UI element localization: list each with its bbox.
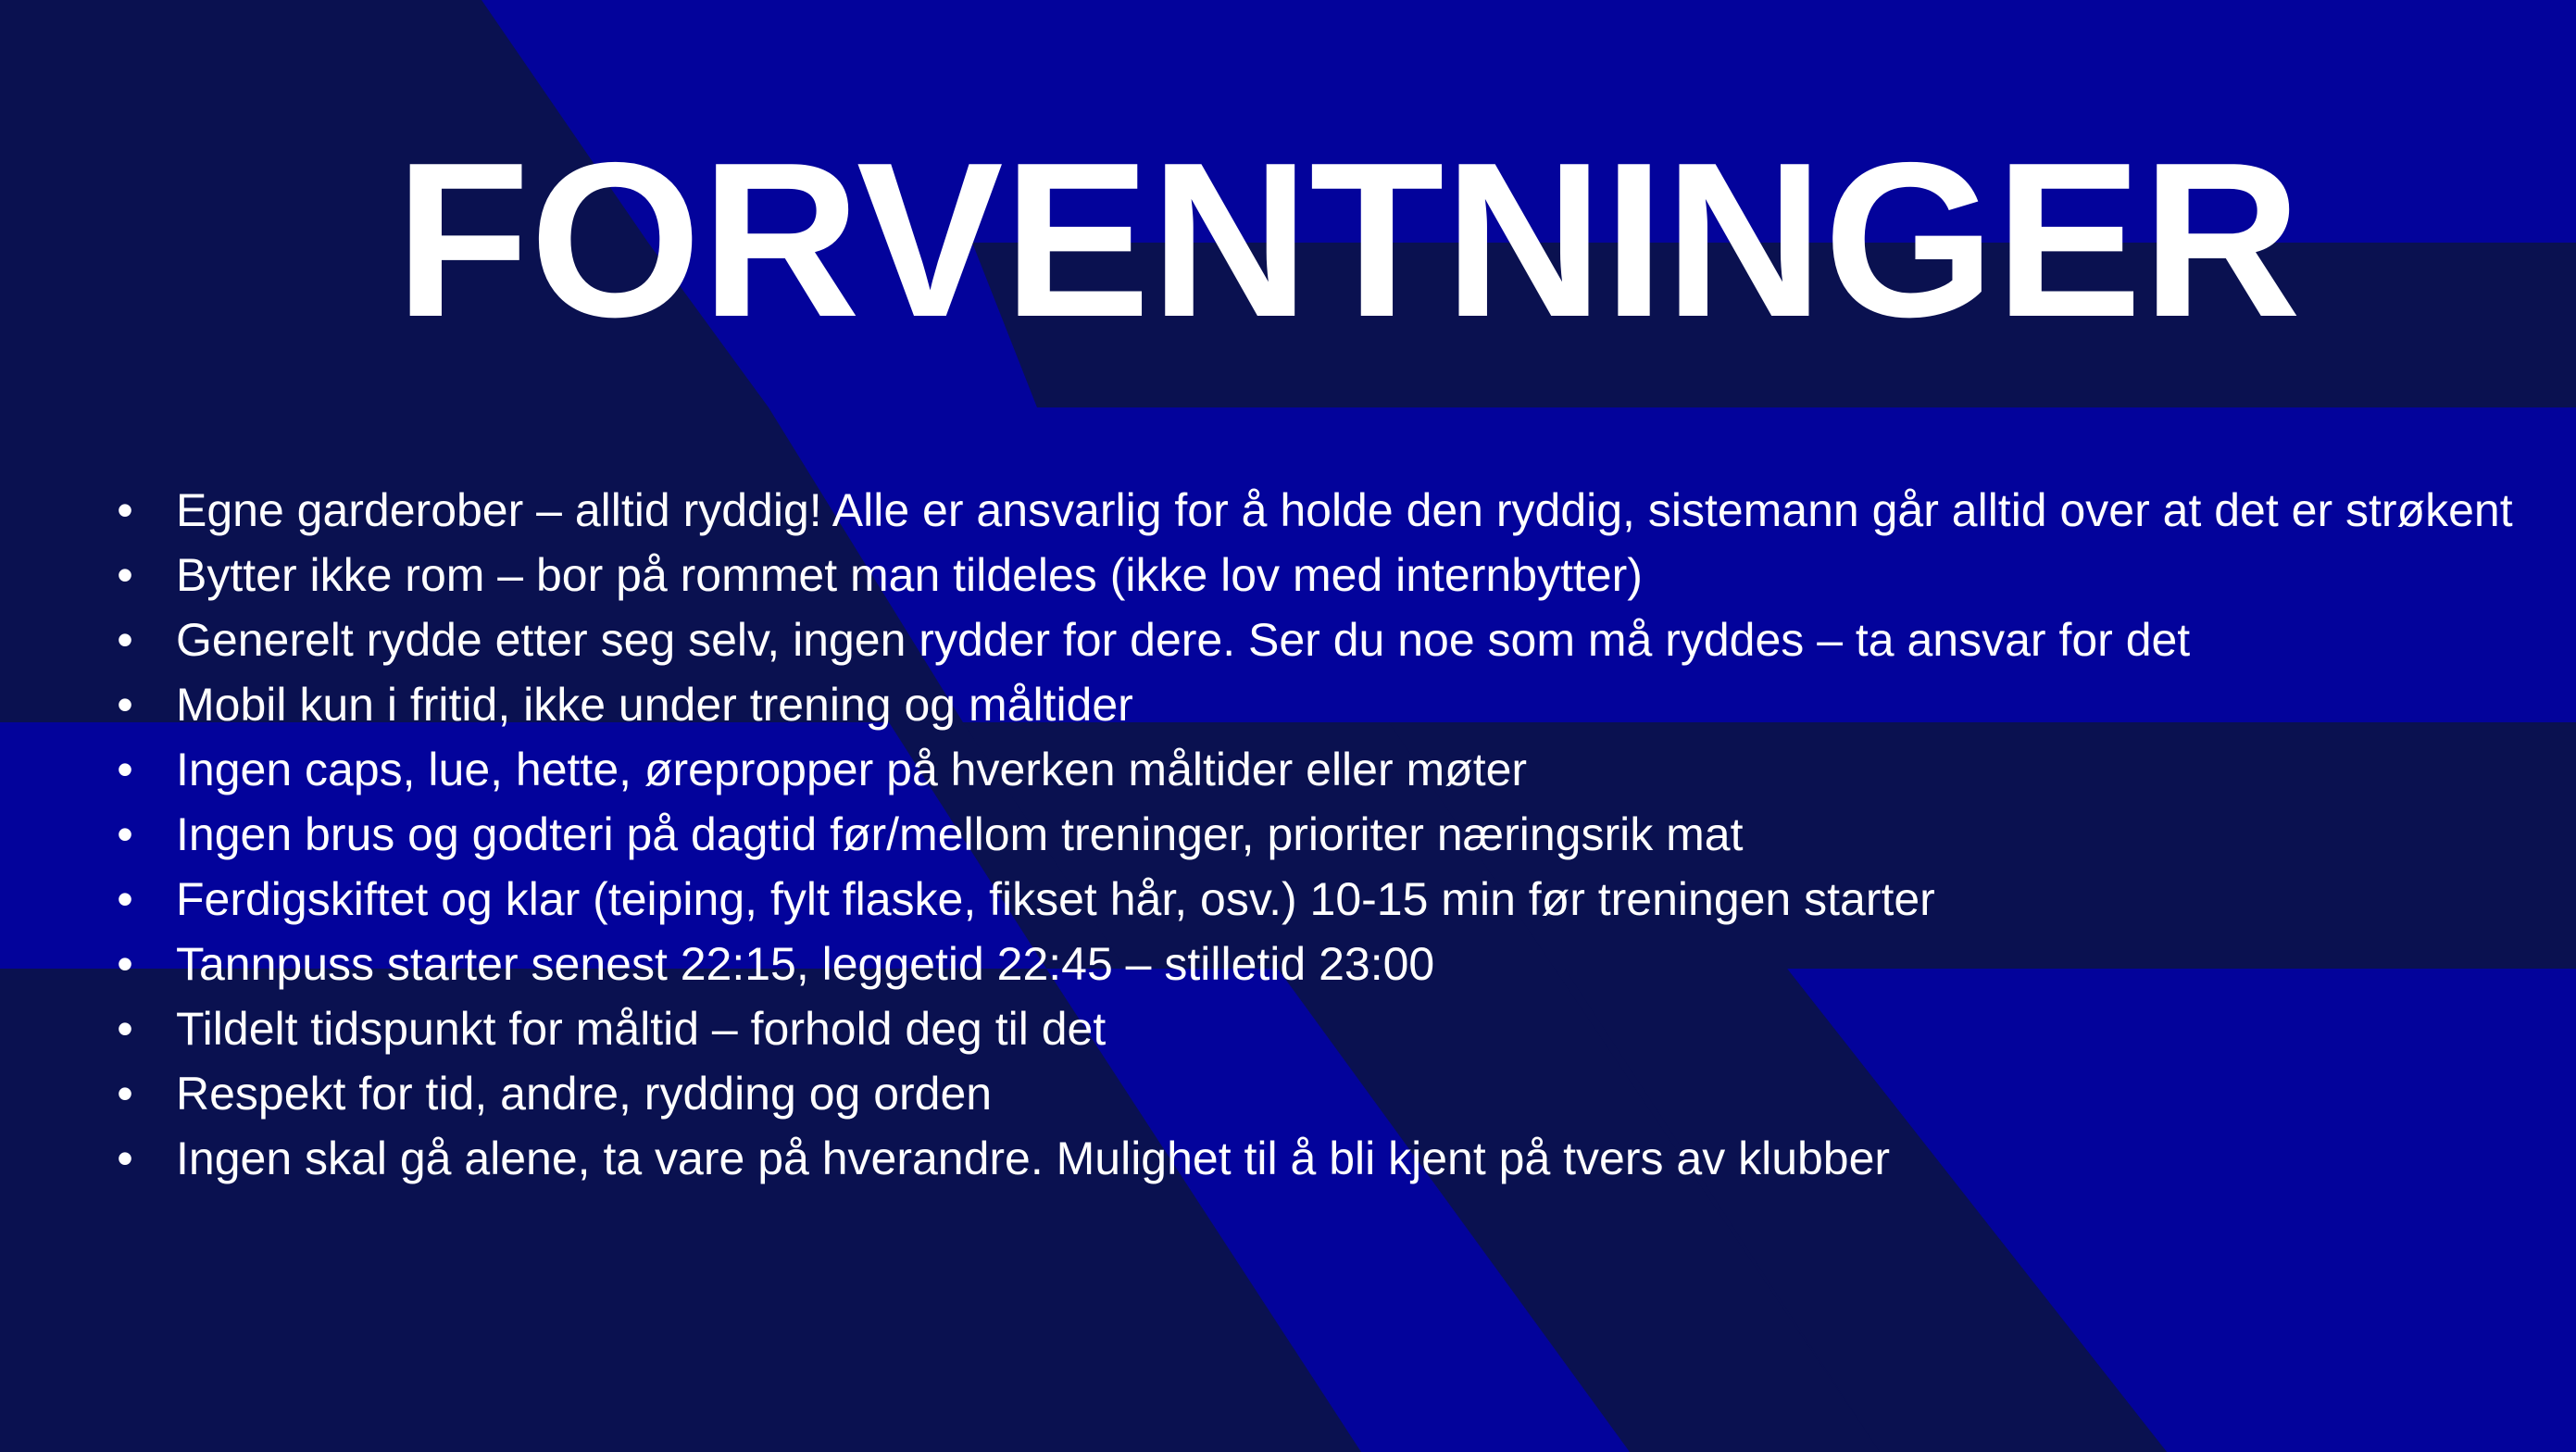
- bullet-icon: •: [117, 484, 133, 536]
- list-item: [111, 478, 2519, 543]
- list-item-text: Ferdigskiftet og klar (teiping, fylt flaske, fikset hår, osv.) 10-15 min før treningen starter: [176, 873, 1935, 925]
- slide-title: FORVENTNINGER: [394, 118, 2302, 363]
- list-item-text: Generelt rydde etter seg selv, ingen rydder for dere. Ser du noe som må ryddes – ta ansvar for det: [176, 614, 2191, 666]
- bullet-icon: •: [117, 614, 133, 666]
- bullet-icon: •: [117, 938, 133, 990]
- list-item: [111, 672, 2519, 737]
- bullet-icon: •: [117, 679, 133, 731]
- list-item: [111, 867, 2519, 932]
- bullet-icon: •: [117, 808, 133, 860]
- list-item-text: Tildelt tidspunkt for måltid – forhold deg til det: [176, 1003, 1107, 1055]
- list-item-text: Tannpuss starter senest 22:15, leggetid 22:45 – stilletid 23:00: [176, 938, 1435, 990]
- list-item: [111, 996, 2519, 1061]
- list-item: [111, 1061, 2519, 1126]
- list-item: [111, 543, 2519, 607]
- bullet-icon: •: [117, 873, 133, 925]
- list-item: [111, 802, 2519, 867]
- list-item: [111, 607, 2519, 672]
- list-item-text: Ingen skal gå alene, ta vare på hverandre. Mulighet til å bli kjent på tvers av klubber: [176, 1133, 1891, 1184]
- list-item-text: Ingen brus og godteri på dagtid før/mellom treninger, prioriter næringsrik mat: [176, 808, 1744, 860]
- list-item-text: Respekt for tid, andre, rydding og orden: [176, 1068, 993, 1120]
- bullet-icon: •: [117, 1133, 133, 1184]
- bullet-icon: •: [117, 744, 133, 795]
- bullet-icon: •: [117, 549, 133, 601]
- list-item-text: Bytter ikke rom – bor på rommet man tildeles (ikke lov med internbytter): [176, 549, 1643, 601]
- bullet-icon: •: [117, 1003, 133, 1055]
- list-item-text: Mobil kun i fritid, ikke under trening og måltider: [176, 679, 1133, 731]
- bullet-icon: •: [117, 1068, 133, 1120]
- bullet-list: [111, 478, 2519, 1191]
- list-item: [111, 932, 2519, 996]
- list-item-text: Ingen caps, lue, hette, ørepropper på hverken måltider eller møter: [176, 744, 1528, 795]
- list-item-text: Egne garderober – alltid ryddig! Alle er ansvarlig for å holde den ryddig, sistemann går alltid over at det er strøkent: [176, 484, 2513, 536]
- list-item: [111, 737, 2519, 802]
- list-item: [111, 1126, 2519, 1191]
